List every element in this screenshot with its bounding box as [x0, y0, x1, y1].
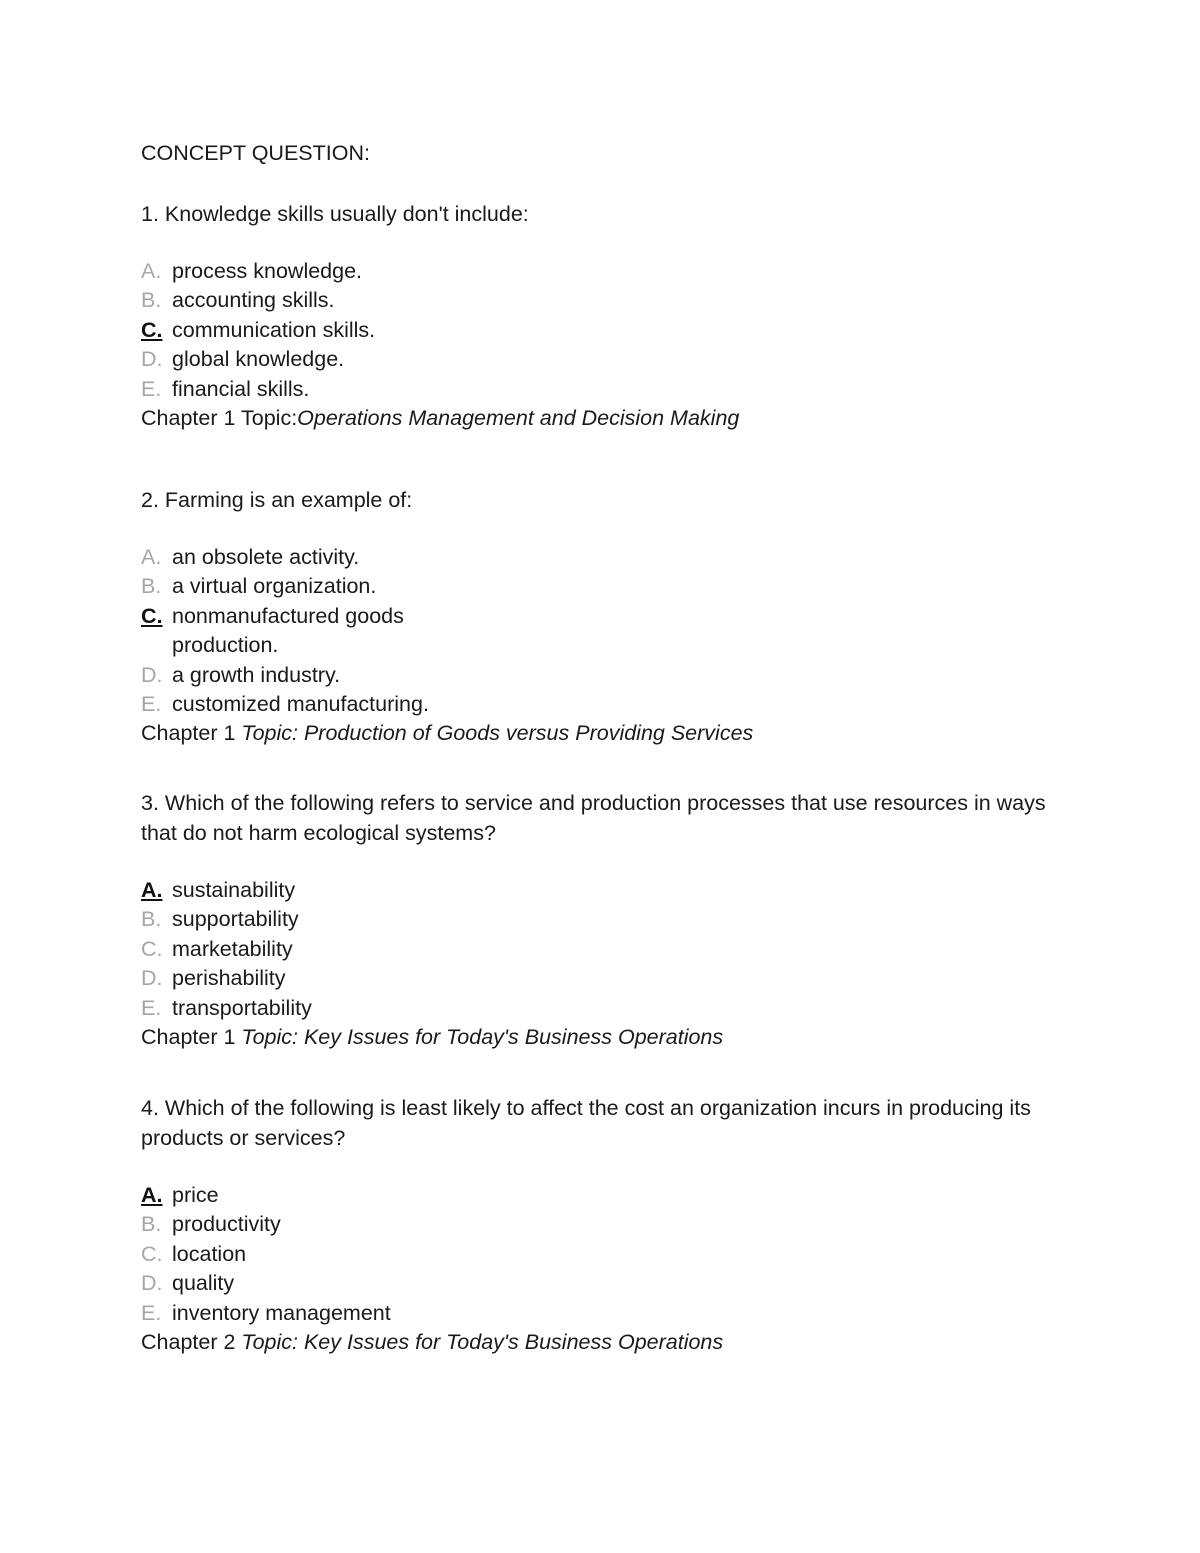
chapter-topic — [141, 719, 1071, 748]
option-letter: E. — [141, 376, 162, 401]
option-text: quality — [172, 1271, 235, 1296]
option-text: transportability — [172, 995, 312, 1020]
option-b — [141, 286, 1071, 315]
option-text: inventory management — [172, 1300, 391, 1325]
option-letter-correct: A. — [141, 1183, 163, 1207]
option-text: price — [172, 1183, 219, 1207]
chapter-label: Chapter 1 — [141, 721, 242, 746]
option-letter: C. — [141, 936, 163, 961]
option-letter-correct: C. — [141, 603, 163, 628]
option-text: marketability — [172, 936, 293, 961]
option-d — [141, 1269, 1071, 1298]
option-letter: E. — [141, 1300, 162, 1325]
option-b — [141, 1210, 1071, 1239]
option-b — [141, 905, 1071, 934]
question-stem: 3. Which of the following refers to service and production processes that use resources in ways that do not harm ecological systems? — [141, 791, 1046, 845]
topic-label: Topic: Production of Goods versus Providing Services — [241, 721, 754, 746]
option-text: nonmanufactured goods production. — [172, 603, 404, 658]
option-text: perishability — [172, 966, 286, 991]
option-c — [141, 316, 1071, 345]
question-2 — [141, 485, 1071, 749]
option-letter-correct: A. — [141, 878, 163, 902]
option-letter: B. — [141, 288, 162, 313]
option-text: global knowledge. — [172, 347, 345, 372]
option-d — [141, 964, 1071, 993]
option-e — [141, 375, 1071, 404]
option-text: customized manufacturing. — [172, 692, 429, 717]
option-text: sustainability — [172, 878, 296, 902]
topic-label: Operations Management and Decision Making — [297, 406, 740, 431]
option-letter: D. — [141, 1271, 163, 1296]
option-text: a virtual organization. — [172, 574, 377, 599]
chapter-label: Chapter 2 — [141, 1330, 242, 1355]
option-letter: E. — [141, 995, 162, 1020]
option-text: supportability — [172, 907, 299, 932]
answer-options — [141, 876, 1071, 1023]
option-letter: D. — [141, 662, 163, 687]
option-letter: C. — [141, 1241, 163, 1266]
question-1 — [141, 199, 1071, 433]
question-3 — [141, 788, 1071, 1052]
option-letter: B. — [141, 907, 162, 932]
option-e — [141, 690, 1071, 719]
option-a — [141, 257, 1071, 286]
option-letter: A. — [141, 259, 162, 283]
option-text: location — [172, 1241, 247, 1266]
option-letter: A. — [141, 545, 162, 569]
option-b — [141, 572, 1071, 601]
option-text: financial skills. — [172, 376, 310, 401]
option-text: a growth industry. — [172, 662, 341, 687]
option-text: productivity — [172, 1212, 281, 1237]
option-a — [141, 543, 1071, 572]
question-stem: 1. Knowledge skills usually don't include: — [141, 202, 529, 226]
question-stem: 2. Farming is an example of: — [141, 488, 413, 512]
option-e — [141, 1299, 1071, 1328]
option-letter: B. — [141, 574, 162, 599]
option-letter-correct: C. — [141, 317, 163, 342]
option-text: process knowledge. — [172, 259, 363, 283]
topic-label: Topic: Key Issues for Today's Business Operations — [241, 1025, 724, 1050]
topic-label: Topic: Key Issues for Today's Business Operations — [241, 1330, 724, 1355]
option-letter: D. — [141, 966, 163, 991]
chapter-label: Chapter 1 — [141, 1025, 242, 1050]
option-d — [141, 661, 1071, 690]
option-letter: D. — [141, 347, 163, 372]
option-text: communication skills. — [172, 317, 376, 342]
chapter-topic — [141, 404, 1071, 433]
option-d — [141, 345, 1071, 374]
chapter-topic — [141, 1328, 1071, 1357]
chapter-label: Chapter 1 Topic: — [141, 406, 298, 431]
chapter-topic — [141, 1023, 1071, 1052]
option-a — [141, 876, 1071, 905]
answer-options — [141, 1181, 1071, 1328]
option-letter: B. — [141, 1212, 162, 1237]
option-a — [141, 1181, 1071, 1210]
option-e — [141, 994, 1071, 1023]
answer-options — [141, 543, 1071, 719]
answer-options — [141, 257, 1071, 404]
page-heading: CONCEPT QUESTION: — [141, 141, 370, 165]
option-text: an obsolete activity. — [172, 545, 360, 569]
option-c — [141, 1240, 1071, 1269]
question-4 — [141, 1093, 1071, 1357]
option-c — [141, 935, 1071, 964]
question-stem: 4. Which of the following is least likely to affect the cost an organization incurs in producing its products or services? — [141, 1096, 1031, 1150]
option-c — [141, 602, 1071, 661]
option-letter: E. — [141, 692, 162, 717]
option-text: accounting skills. — [172, 288, 335, 313]
